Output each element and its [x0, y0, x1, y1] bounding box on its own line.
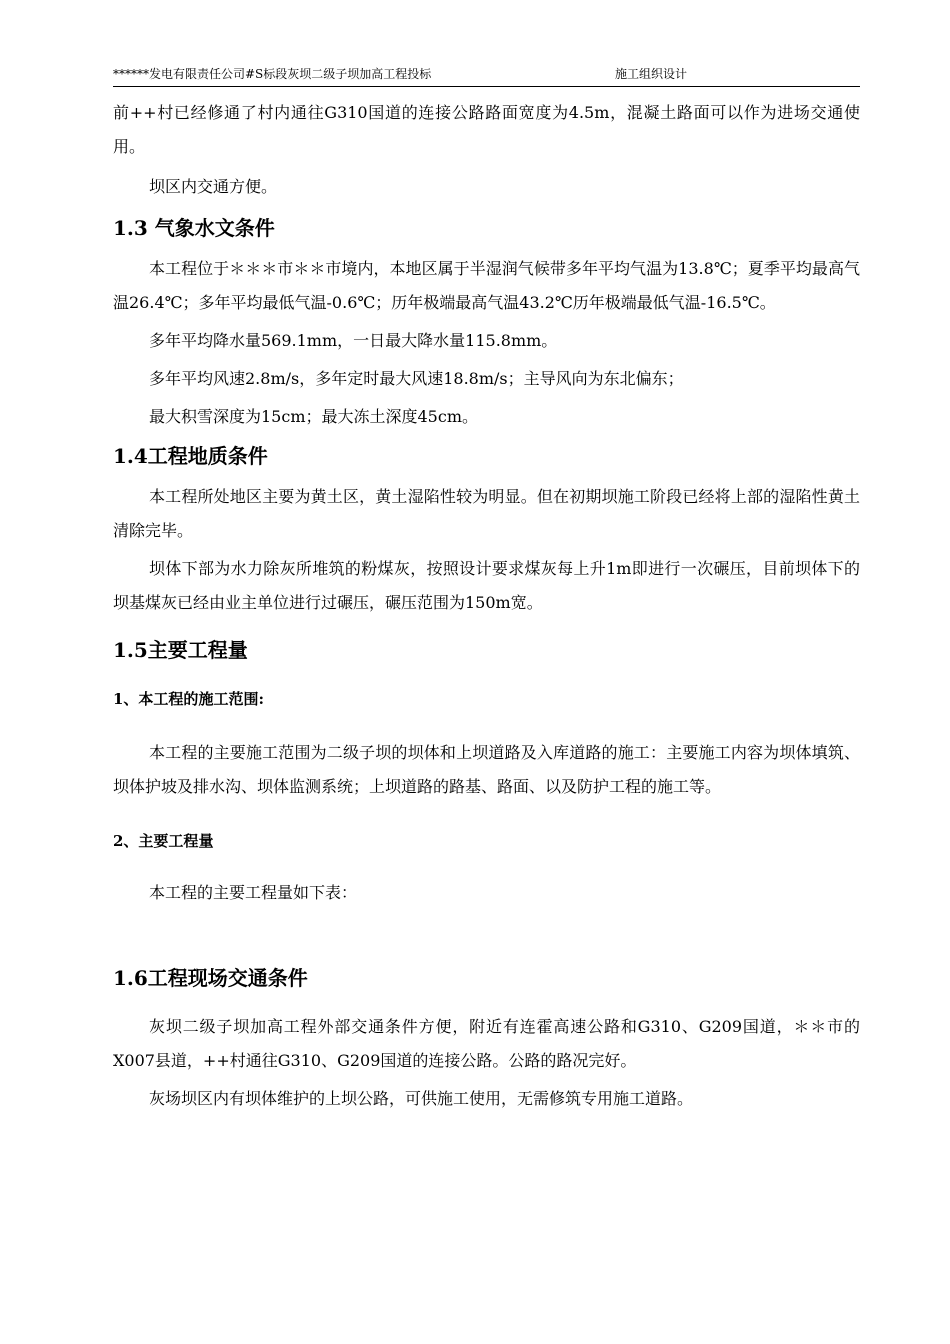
page-header — [113, 66, 860, 87]
paragraph-snow-frost: 最大积雪深度为15cm；最大冻土深度45cm。 — [149, 407, 478, 426]
heading-1-3-climate: 1.3 气象水文条件 — [113, 216, 275, 240]
paragraph-fly-ash: 坝体下部为水力除灰所堆筑的粉煤灰，按照设计要求煤灰每上升1m即进行一次碾压，目前坝体下的坝基煤灰已经由业主单位进行过碾压，碾压范围为150m宽。 — [113, 559, 860, 612]
paragraph-quantities-table-intro: 本工程的主要工程量如下表： — [149, 883, 358, 902]
heading-1-6-site-traffic: 1.6工程现场交通条件 — [113, 966, 308, 990]
header-doc-type: 施工组织设计 — [615, 67, 688, 81]
paragraph-loess: 本工程所处地区主要为黄土区，黄土湿陷性较为明显。但在初期坝施工阶段已经将上部的湿陷性黄土清除完毕。 — [113, 487, 860, 540]
subheading-quantities: 2、主要工程量 — [113, 832, 214, 850]
subheading-scope: 1、本工程的施工范围: — [113, 690, 264, 708]
paragraph-dam-traffic: 坝区内交通方便。 — [149, 177, 278, 196]
heading-1-5-quantities: 1.5主要工程量 — [113, 638, 248, 662]
paragraph-access-road: 前++村已经修通了村内通往G310国道的连接公路路面宽度为4.5m，混凝土路面可以作为进场交通使用。 — [113, 103, 860, 156]
heading-1-4-geology: 1.4工程地质条件 — [113, 444, 268, 468]
paragraph-wind: 多年平均风速2.8m/s，多年定时最大风速18.8m/s；主导风向为东北偏东； — [149, 369, 684, 388]
header-project-title: ******发电有限责任公司#S标段灰坝二级子坝加高工程投标 — [113, 67, 432, 81]
paragraph-climate-temperature: 本工程位于＊＊＊市＊＊市境内，本地区属于半湿润气候带多年平均气温为13.8℃；夏季平均最高气温26.4℃；多年平均最低气温-0.6℃；历年极端最高气温43.2℃历年极端最低气温-16.5℃。 — [113, 259, 860, 312]
paragraph-external-traffic: 灰坝二级子坝加高工程外部交通条件方便，附近有连霍高速公路和G310、G209国道，＊＊市的X007县道，++村通往G310、G209国道的连接公路。公路的路况完好。 — [113, 1017, 860, 1070]
paragraph-precipitation: 多年平均降水量569.1mm，一日最大降水量115.8mm。 — [149, 331, 558, 350]
document-body — [113, 96, 860, 1116]
paragraph-internal-road: 灰场坝区内有坝体维护的上坝公路，可供施工使用，无需修筑专用施工道路。 — [149, 1089, 694, 1108]
paragraph-scope: 本工程的主要施工范围为二级子坝的坝体和上坝道路及入库道路的施工：主要施工内容为坝体填筑、坝体护坡及排水沟、坝体监测系统；上坝道路的路基、路面、以及防护工程的施工等。 — [113, 743, 860, 796]
